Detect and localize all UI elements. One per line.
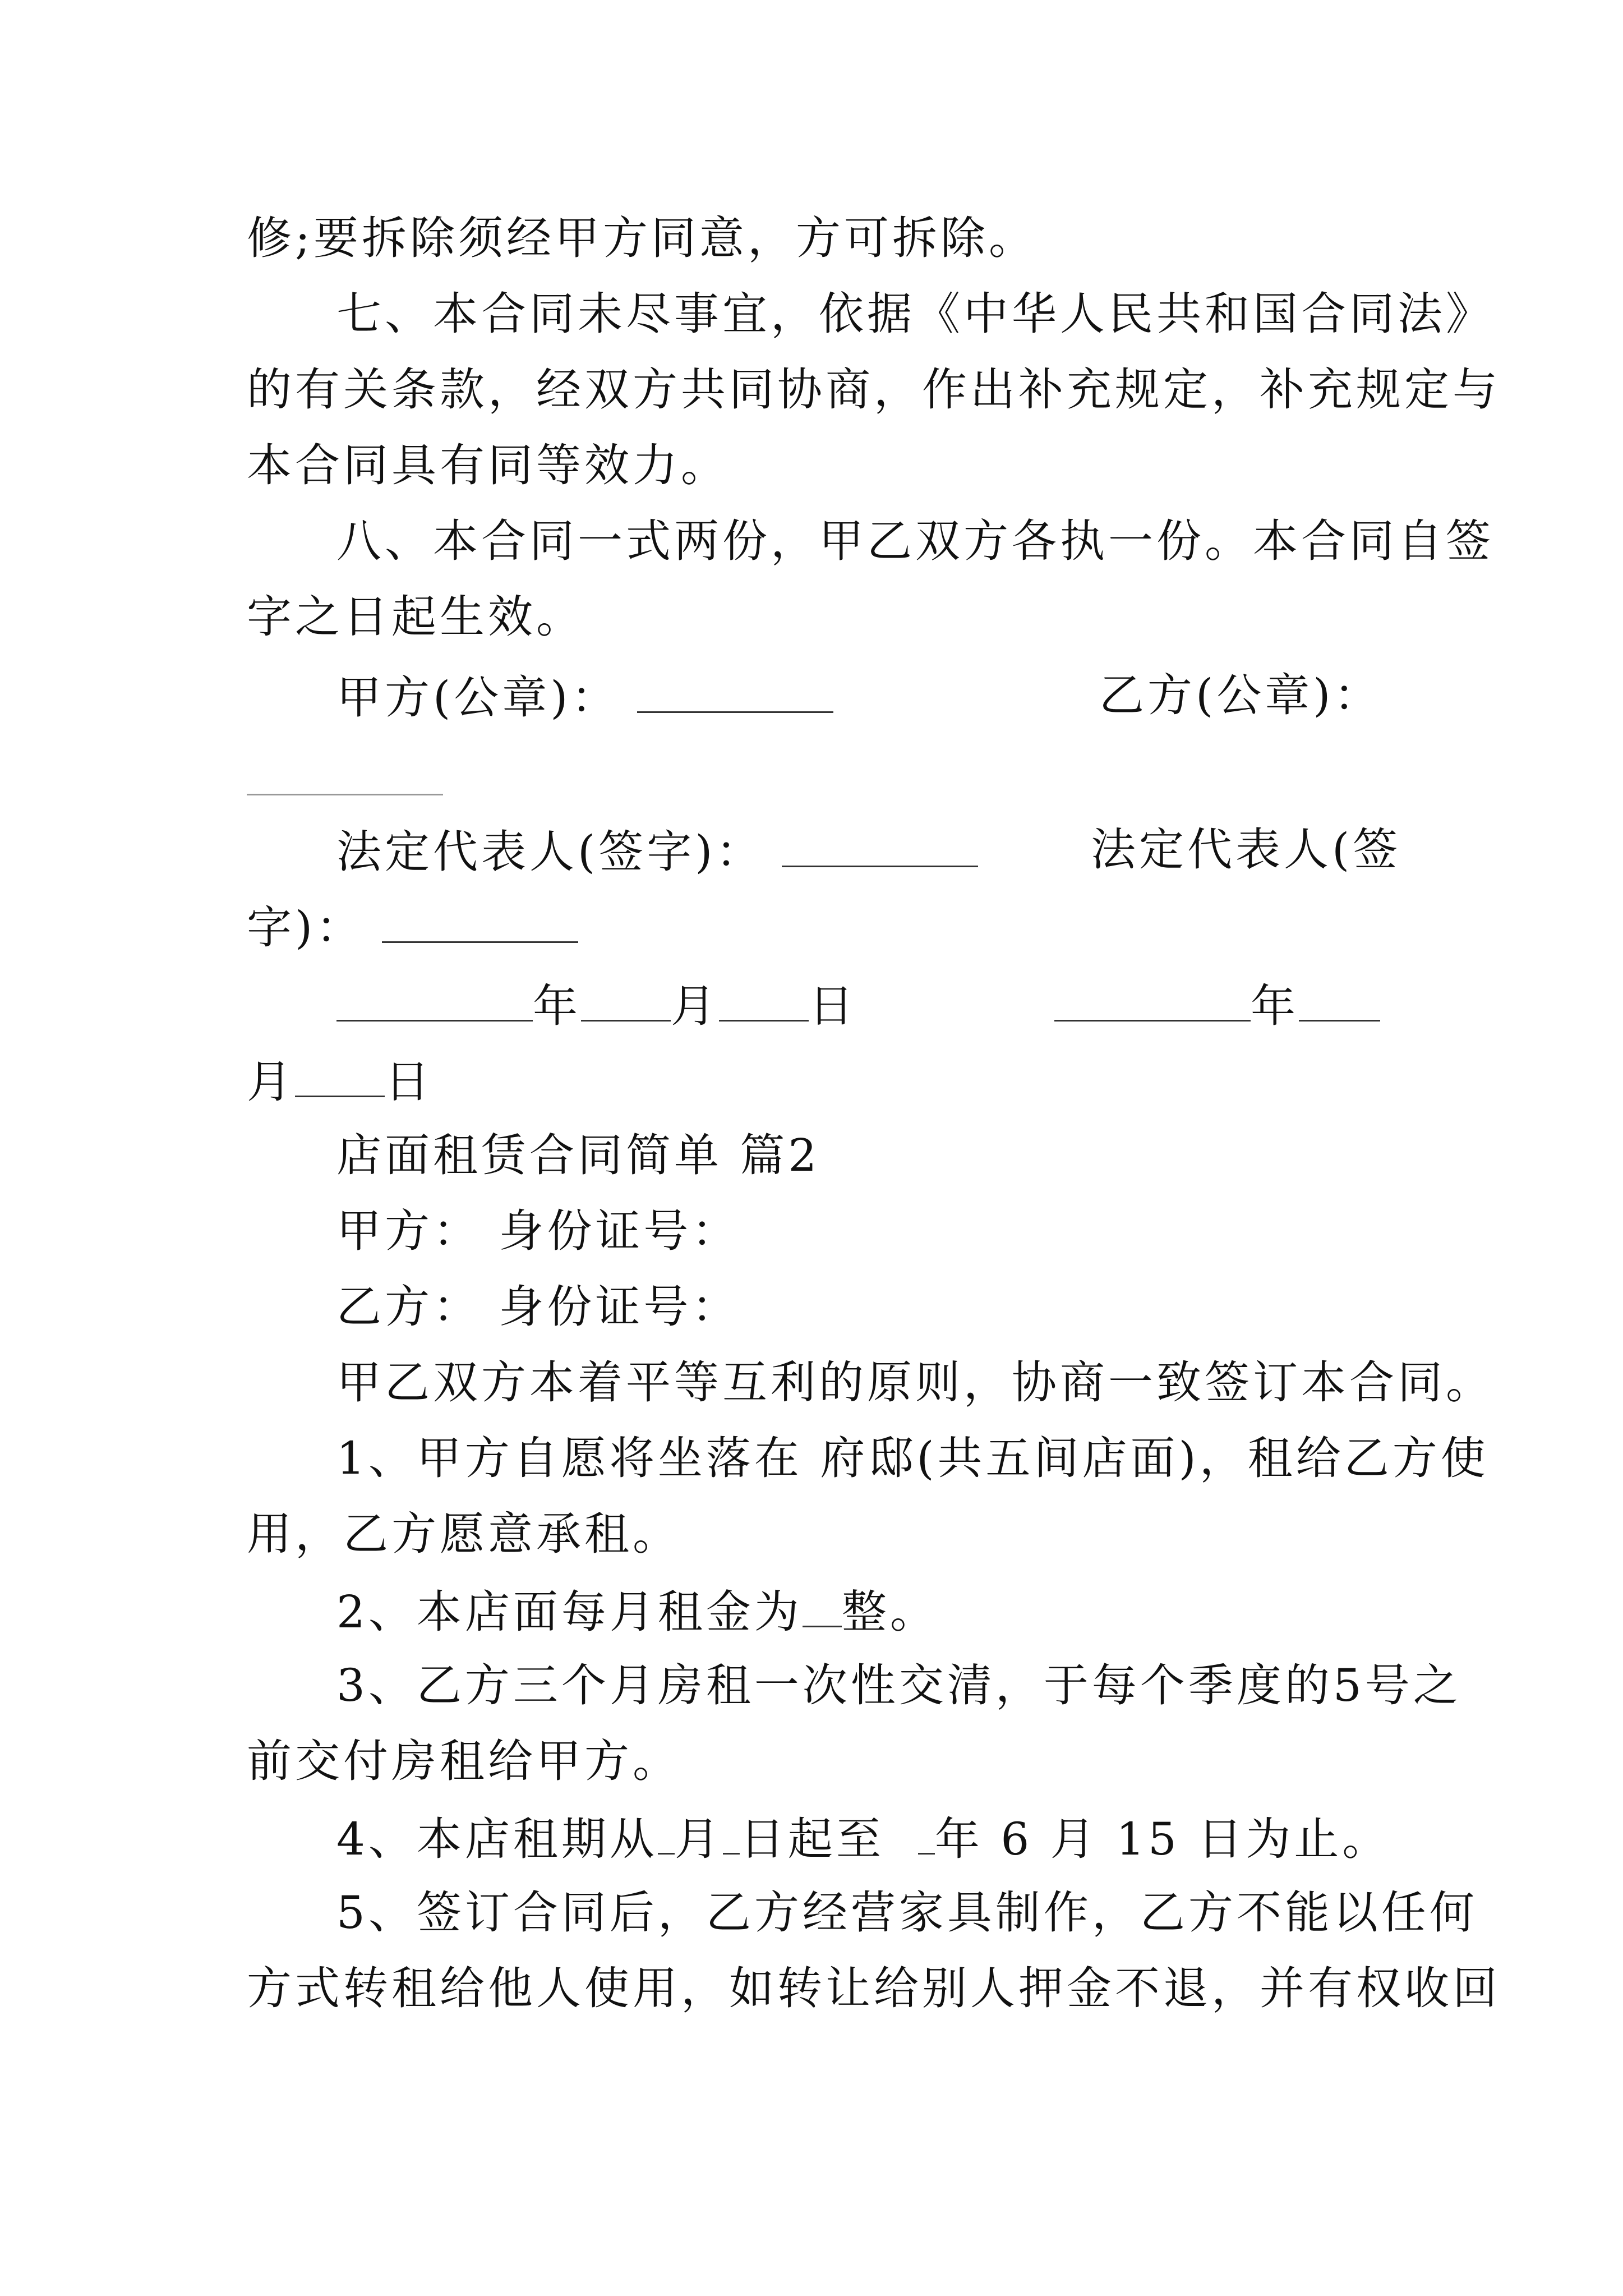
clause-5-line: 5、签订合同后，乙方经营家具制作，乙方不能以任何 [336,1887,1478,1939]
party-a-id-line: 甲方： 身份证号： [336,1205,740,1257]
text-line: 本合同具有同等效力。 [247,439,729,491]
party-a-seal-label: 甲方(公章)： [336,671,620,724]
date-a-month-blank [581,976,671,1022]
text-line: 字之日起生效。 [247,591,584,643]
text-line: 的有关条款，经双方共同协商，作出补充规定，补充规定与 [247,364,1501,416]
clause-2-line [336,1582,1469,1640]
date-b-line-cont [247,1052,1380,1110]
clause-7-line: 七、本合同未尽事宜，依据《中华人民共和国合同法》 [336,288,1494,340]
clause-4-text: 4、本店租期从 [336,1813,658,1865]
clause-2-end: 整。 [841,1586,938,1638]
party-b-seal-label: 乙方(公章)： [1099,669,1382,721]
clause-4-end: 年 6 月 15 日为止。 [934,1813,1391,1865]
start-month-blank [658,1809,675,1855]
text-line: 方式转租给他人使用，如转让给别人押金不退，并有权收回 [247,1962,1501,2014]
text-line: 用，乙方愿意承租。 [247,1508,681,1560]
text-line: 修;要拆除须经甲方同意，方可拆除。 [247,212,1037,264]
rep-a-blank [782,822,978,867]
clause-2-text: 2、本店面每月租金为 [336,1586,803,1638]
preamble-line: 甲乙双方本着平等互利的原则，协商一致签订本合同。 [336,1356,1494,1409]
date-b-day-blank [295,1052,385,1097]
start-day-blank [723,1809,740,1855]
day-label: 日 [385,1056,433,1108]
year-label: 年 [1251,980,1299,1032]
date-a-year-blank [336,976,533,1022]
year-label: 年 [533,980,581,1032]
party-b-id-line: 乙方： 身份证号： [336,1281,740,1333]
day-label: 日 [809,980,857,1032]
month-label: 月 [674,1813,723,1865]
clause-4-mid: 日起至 [739,1813,884,1865]
rep-a-label: 法定代表人(签字)： [336,826,764,878]
rep-b-line [247,898,1380,956]
clause-8-line: 八、本合同一式两份，甲乙双方各执一份。本合同自签 [336,515,1494,567]
rep-b-label: 法定代表人(签 [1091,823,1401,876]
party-a-seal-blank [637,668,833,713]
clause-4-line [336,1809,1469,1867]
end-year-blank [918,1809,935,1855]
rep-b-label-cont: 字)： [247,901,365,954]
date-a-day-blank [719,976,809,1022]
clause-3-line: 3、乙方三个月房租一次性交清，于每个季度的5号之 [336,1659,1461,1711]
month-label: 月 [671,980,719,1032]
month-label: 月 [247,1056,295,1108]
clause-1-line: 1、甲方自愿将坐落在 府邸(共五间店面)，租给乙方使 [336,1432,1489,1484]
date-b-line [1054,976,1391,1034]
section-title: 店面租赁合同简单 篇2 [336,1129,820,1181]
text-line: 前交付房租给甲方。 [247,1735,681,1787]
rep-b-blank [382,898,578,943]
date-b-month-blank [1299,976,1380,1022]
date-b-year-blank [1054,976,1251,1022]
party-b-seal-blank [247,794,443,795]
rent-blank [803,1582,842,1627]
